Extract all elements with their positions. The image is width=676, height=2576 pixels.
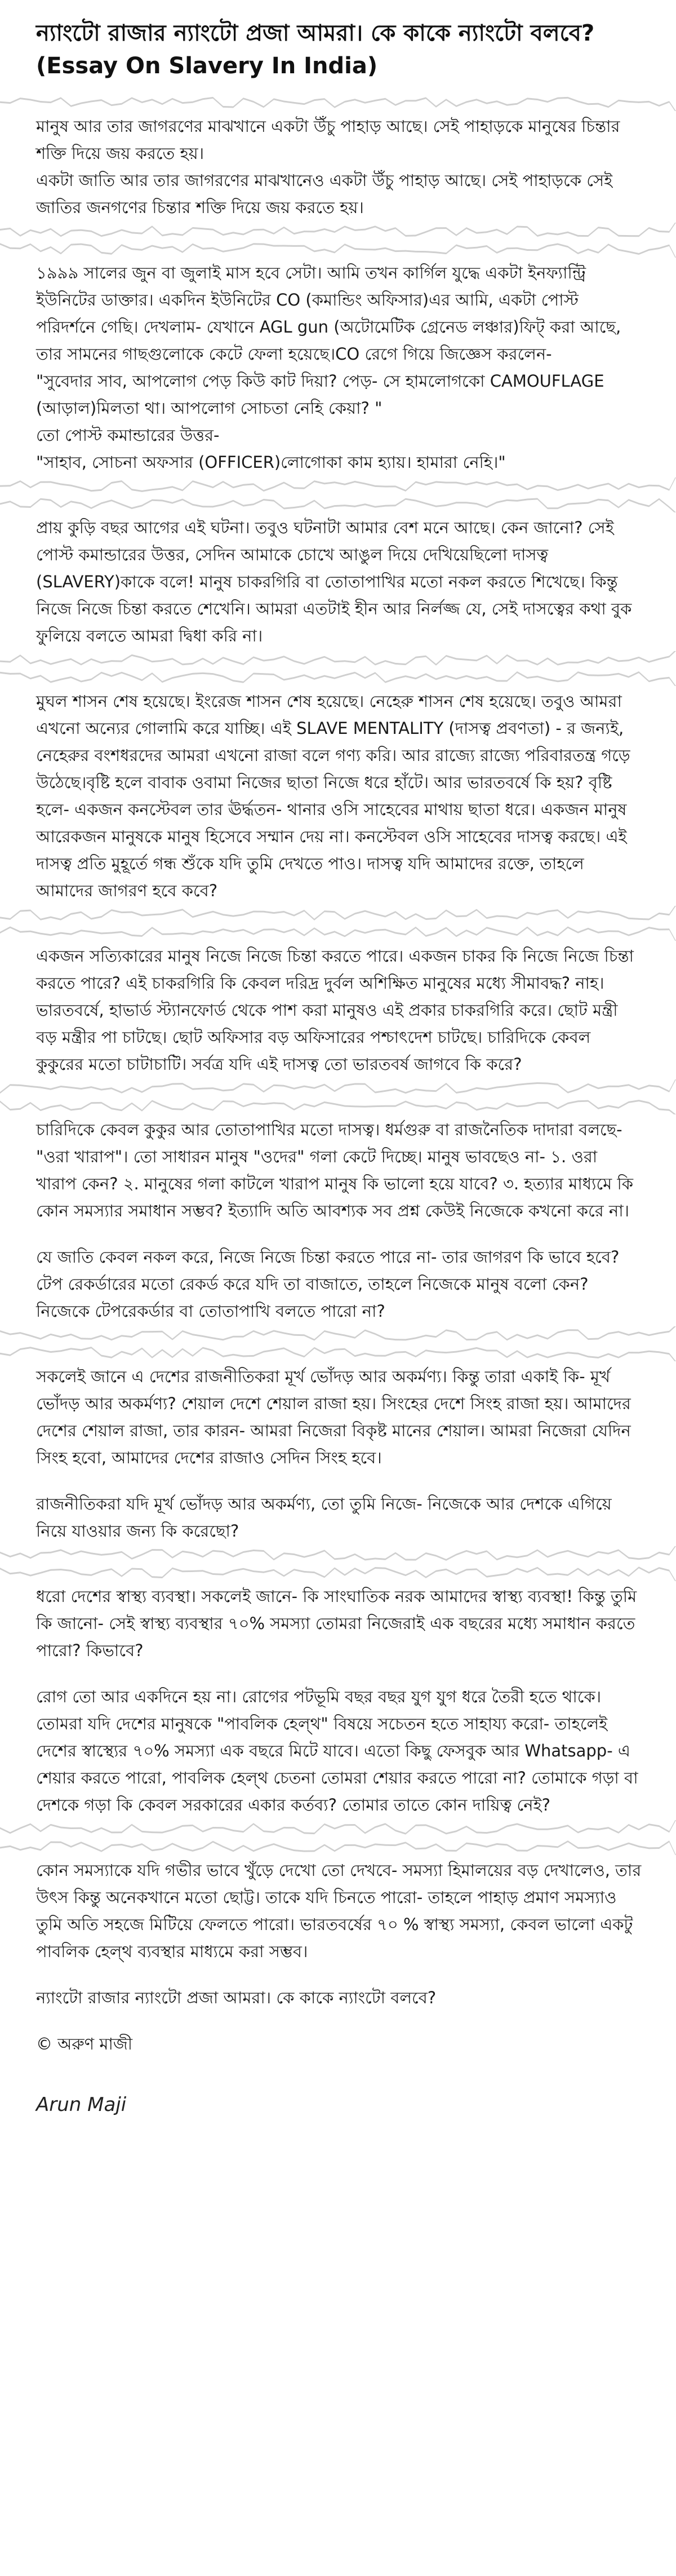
essay-paragraph: যে জাতি কেবল নকল করে, নিজে নিজে চিন্তা করতে পারে না- তার জাগরণ কি ভাবে হবে? টেপ রেকর্ডারের মতো রেকর্ড করে যদি তা বাজাতে, তাহলে নিজেকে মানুষ বলো কেন? নিজেকে টেপরেকর্ডার বা তোতাপাখি বলতে পারো না? [36,1247,620,1321]
essay-paragraph: সকলেই জানে এ দেশের রাজনীতিকরা মূর্খ ভোঁদড় আর অকর্মণ্য। কিন্তু তারা একাই কি- মূর্খ ভোঁদড় আর অকর্মণ্য? শেয়াল দেশে শেয়াল রাজা হয়। সিংহের দেশে সিংহ রাজা হয়। আমাদের দেশের শেয়াল রাজা, তার কারন- আমরা নিজেরা বিকৃষ্ট মানের শেয়াল। আমরা নিজেরা যেদিন সিংহ হবো, আমাদের দেশের রাজাও সেদিন সিংহ হবে। [36,1367,631,1467]
essay-body [0,82,676,2118]
torn-edge [0,923,676,942]
torn-edge [0,1544,676,1564]
essay-paragraph: প্রায় কুড়ি বছর আগের এই ঘটনা। তবুও ঘটনাটা আমার বেশ মনে আছে। কেন জানো? সেই পোস্ট কমান্ডারের উত্তর, সেদিন আমাকে চোখে আঙুল দিয়ে দেখিয়েছিলো দাসত্ব (SLAVERY)কাকে বলে! মানুষ চাকরগিরি বা তোতাপাখির মতো নকল করতে শিখেছে। কিন্তু নিজে নিজে চিন্তা করতে শেখেনি। আমরা এতটাই হীন আর নির্লজ্জ যে, সেই দাসত্বের কথা বুক ফুলিয়ে বলতে আমরা দ্বিধা করি না। [36,518,632,645]
essay-paragraph: একজন সত্যিকারের মানুষ নিজে নিজে চিন্তা করতে পারে। একজন চাকর কি নিজে নিজে চিন্তা করতে পারে? এই চাকরগিরি কি কেবল দরিদ্র দুর্বল অশিক্ষিত মানুষের মধ্যে সীমাবদ্ধ? নাহ। ভারতবর্ষে, হাভার্ড স্ট্যানফোর্ড থেকে পাশ করা মানুষও এই প্রকার চাকরগিরি করে। ছোট মন্ত্রী বড় মন্ত্রীর পা চাটছে। ছোট অফিসার বড় অফিসারের পশ্চাৎদেশ চাটছে। চারিদিকে কেবল কুকুরের মতো চাটাচাটি। সর্বত্র যদি এই দাসত্ব তো ভারতবর্ষ জাগবে কি করে? [36,946,634,1074]
essay-title: ন্যাংটো রাজার ন্যাংটো প্রজা আমরা। কে কাকে ন্যাংটো বলবে? (Essay On Slavery In India) [36,20,595,79]
essay-paragraph: রোগ তো আর একদিনে হয় না। রোগের পটভূমি বছর বছর যুগ যুগ ধরে তৈরী হতে থাকে। তোমরা যদি দেশের মানুষকে "পাবলিক হেল্থ" বিষয়ে সচেতন হতে সাহায্য করো- তাহলেই দেশের স্বাস্থ্যের ৭০% সমস্যা এক বছরে মিটে যাবে। এতো কিছু ফেসবুক আর Whatsapp- এ শেয়ার করতে পারো, পাবলিক হেল্থ চেতনা তোমরা শেয়ার করতে পারো না? তোমাকে গড়া বা দেশকে গড়া কি কেবল সরকারের একার কর্তব্য? তোমার তাতে কোন দায়িত্ব নেই? [36,1687,638,1814]
essay-paragraph: মানুষ আর তার জাগরণের মাঝখানে একটা উঁচু পাহাড় আছে। সেই পাহাড়কে মানুষের চিন্তার শক্তি দিয়ে জয় করতে হয়। একটা জাতি আর তার জাগরণের মাঝখানেও একটা উঁচু পাহাড় আছে। সেই পাহাড়কে সেই জাতির জনগণের চিন্তার শক্তি দিয়ে জয় করতে হয়। [36,117,620,217]
essay-block [0,259,676,476]
torn-edge [0,669,676,688]
essay-block [0,514,676,649]
essay-paragraph: মুঘল শাসন শেষ হয়েছে। ইংরেজ শাসন শেষ হয়েছে। নেহেরু শাসন শেষ হয়েছে। তবুও আমরা এখনো অন্যের গোলামি করে যাচ্ছি। এই SLAVE MENTALITY (দাসত্ব প্রবণতা) - র জন্যই, নেহেরুর বংশধরদের আমরা এখনো রাজা বলে গণ্য করি। আর রাজ্যে রাজ্যে পরিবারতন্ত্র গড়ে উঠেছে।বৃষ্টি হলে বাবাক ওবামা নিজের ছাতা নিজে ধরে হাঁটে। আর ভারতবর্ষে কি হয়? বৃষ্টি হলে- একজন কনস্টেবল তার ঊর্দ্ধতন- থানার ওসি সাহেবের মাথায় ছাতা ধরে। একজন মানুষ আরেকজন মানুষকে মানুষ হিসেবে সম্মান দেয় না। কনস্টেবল ওসি সাহেবের দাসত্ব করছে। এই দাসত্ব প্রতি মুহূর্তে গন্ধ শুঁকে যদি তুমি দেখতে পাও। দাসত্ব যদি আমাদের রক্তে, তাহলে আমাদের জাগরণ হবে কবে? [36,692,630,900]
essay-paragraph: চারিদিকে কেবল কুকুর আর তোতাপাখির মতো দাসত্ব। ধর্মগুরু বা রাজনৈতিক দাদারা বলছে- "ওরা খারাপ"। তো সাধারন মানুষ "ওদের" গলা কেটে দিচ্ছে। মানুষ ভাবছেও না- ১. ওরা খারাপ কেন? ২. মানুষের গলা কাটলে খারাপ মানুষ কি ভালো হয়ে যাবে? ৩. হত্যার মাধ্যমে কি কোন সমস্যার সমাধান সম্ভব? ইত্যাদি অতি আবশ্যক সব প্রশ্ন কেউই নিজেকে কখনো করে না। [36,1120,634,1220]
torn-edge [0,1344,676,1363]
torn-edge [0,221,676,240]
torn-edge [0,649,676,669]
essay-block [0,113,676,221]
torn-edge [0,1818,676,1838]
essay-paragraph: কোন সমস্যাকে যদি গভীর ভাবে খুঁড়ে দেখো তো দেখবে- সমস্যা হিমালয়ের বড় দেখালেও, তার উৎস কিন্তু অনেকখানে মতো ছোট্ট। তাকে যদি চিনতে পারো- তাহলে পাহাড় প্রমাণ সমস্যাও তুমি অতি সহজে মিটিয়ে ফেলতে পারো। ভারতবর্ষের ৭০ % স্বাস্থ্য সমস্যা, কেবল ভালো একটু পাবলিক হেল্থ ব্যবস্থার মাধ্যমে করা সম্ভব। [36,1861,642,1961]
torn-edge [0,1078,676,1097]
torn-edge [0,495,676,514]
essay-paragraph: ১৯৯৯ সালের জুন বা জুলাই মাস হবে সেটা। আমি তখন কার্গিল যুদ্ধে একটা ইনফ্যান্ট্রি ইউনিটের ডাক্তার। একদিন ইউনিটের CO (কমান্ডিং অফিসার)এর আমি, একটা পোস্ট পরিদর্শনে গেছি। দেখলাম- যেখানে AGL gun (অটোমেটিক গ্রেনেড লঞ্চার)ফিট্ করা আছে, তার সামনের গাছগুলোকে কেটে ফেলা হয়েছে।CO রেগে গিয়ে জিজ্ঞেস করলেন- "সুবেদার সাব, আপলোগ পেড় কিউ কাট দিয়া? পেড়- সে হামলোগকো CAMOUFLAGE (আড়াল)মিলতা থা। আপলোগ সোচতা নেহি কেয়া? " তো পোস্ট কমান্ডারের উত্তর- "সাহাব, সোচনা অফসার (OFFICER)লোগোকা কাম হ্যায়। হামারা নেহি।" [36,263,621,472]
author-signature: Arun Maji [36,2093,127,2116]
torn-edge [0,240,676,259]
torn-edge [0,1097,676,1116]
essay-paragraph: রাজনীতিকরা যদি মূর্খ ভোঁদড় আর অকর্মণ্য, তো তুমি নিজে- নিজেকে আর দেশকে এগিয়ে নিয়ে যাওয়ার জন্য কি করেছো? [36,1494,612,1541]
torn-edge [0,1564,676,1583]
torn-edge [0,1838,676,1857]
essay-block [0,1583,676,1818]
torn-edge [0,904,676,923]
essay-block [0,688,676,904]
copyright-line: © অরুণ মাজী [36,2034,133,2053]
essay-paragraph: ধরো দেশের স্বাস্থ্য ব্যবস্থা। সকলেই জানে- কি সাংঘাতিক নরক আমাদের স্বাস্থ্য ব্যবস্থা! কিন্তু তুমি কি জানো- সেই স্বাস্থ্য ব্যবস্থার ৭০% সমস্যা তোমরা নিজেরাই এক বছরের মধ্যে সমাধান করতে পারো? কিভাবে? [36,1587,637,1660]
torn-edge [0,94,676,113]
essay-block [0,942,676,1078]
torn-edge [0,476,676,495]
torn-edge [0,1325,676,1344]
essay-block [0,1363,676,1544]
essay-paragraph: ন্যাংটো রাজার ন্যাংটো প্রজা আমরা। কে কাকে ন্যাংটো বলবে? [36,1988,437,2007]
essay-block [0,1116,676,1325]
essay-block [0,1857,676,2118]
